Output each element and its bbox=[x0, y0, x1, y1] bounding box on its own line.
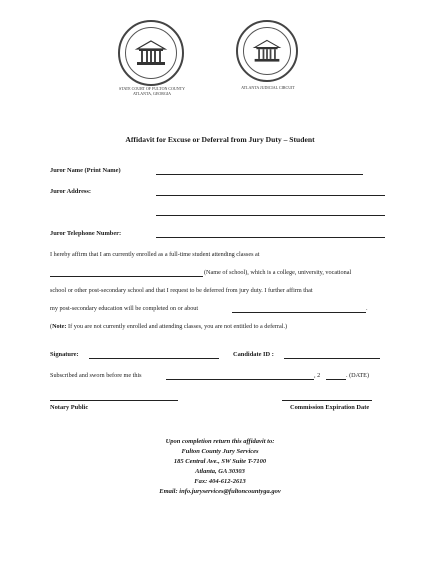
left-seal-caption bbox=[110, 86, 194, 96]
signature-field[interactable] bbox=[89, 358, 219, 359]
completion-date-field[interactable] bbox=[232, 312, 366, 313]
state-court-seal bbox=[118, 20, 184, 86]
left-seal-caption-line2: ATLANTA, GEORGIA bbox=[132, 91, 172, 96]
affirmation-line1: I hereby affirm that I am currently enrolled as a full-time student attending classes at bbox=[50, 251, 260, 258]
courthouse-icon bbox=[134, 39, 168, 67]
year-prefix: , 2 bbox=[314, 372, 321, 379]
juror-address-field-line1[interactable] bbox=[156, 195, 385, 196]
candidate-id-label: Candidate ID : bbox=[233, 351, 274, 358]
affirmation-line4-end: . bbox=[366, 305, 368, 312]
superior-court-seal bbox=[236, 20, 298, 82]
signature-label: Signature: bbox=[50, 351, 79, 358]
candidate-id-field[interactable] bbox=[284, 358, 380, 359]
return-instructions bbox=[0, 437, 440, 498]
commission-expiration-label: Commission Expiration Date bbox=[290, 404, 370, 411]
year-field[interactable] bbox=[326, 379, 346, 380]
sworn-day-field[interactable] bbox=[166, 379, 314, 380]
return-email: Email: info.juryservices@fultoncountyga.gov bbox=[159, 488, 281, 496]
affirmation-line4: my post-secondary education will be completed on or about bbox=[50, 305, 199, 312]
commission-expiration-field[interactable] bbox=[282, 400, 372, 401]
note-label: Note: bbox=[52, 323, 67, 330]
notary-public-label: Notary Public bbox=[50, 404, 89, 411]
note bbox=[50, 323, 287, 330]
affirmation-line2: (Name of school), which is a college, university, vocational bbox=[204, 269, 352, 276]
return-office-name: Fulton County Jury Services bbox=[181, 448, 259, 456]
document-title: Affidavit for Excuse or Deferral from Jury Duty – Student bbox=[125, 135, 315, 144]
return-street-address: 185 Central Ave., SW Suite T-7100 bbox=[173, 458, 267, 466]
courthouse-icon bbox=[252, 38, 282, 64]
juror-phone-label: Juror Telephone Number: bbox=[50, 230, 122, 237]
return-fax: Fax: 404-612-2613 bbox=[194, 478, 246, 486]
juror-address-label: Juror Address: bbox=[50, 188, 92, 195]
juror-name-field[interactable] bbox=[156, 174, 363, 175]
school-name-field[interactable] bbox=[50, 276, 203, 277]
juror-phone-field[interactable] bbox=[156, 237, 385, 238]
return-city-state-zip: Atlanta, GA 30303 bbox=[195, 468, 245, 476]
sworn-text: Subscribed and sworn before me this bbox=[50, 372, 142, 379]
note-text: If you are not currently enrolled and attending classes, you are not entitled to a deferral.) bbox=[66, 323, 288, 330]
affirmation-line3: school or other post-secondary school and that I request to be deferred from jury duty. I further affirm that bbox=[50, 287, 313, 294]
juror-name-label: Juror Name (Print Name) bbox=[50, 167, 121, 174]
date-label: . (DATE) bbox=[346, 372, 370, 379]
note-open: ( bbox=[50, 323, 53, 330]
left-seal-caption-line1: STATE COURT OF FULTON COUNTY bbox=[118, 86, 186, 91]
right-seal-caption: ATLANTA JUDICIAL CIRCUIT bbox=[241, 85, 295, 90]
notary-signature-field[interactable] bbox=[50, 400, 178, 401]
juror-address-field-line2[interactable] bbox=[156, 215, 385, 216]
return-instructions-heading: Upon completion return this affidavit to: bbox=[165, 438, 275, 445]
